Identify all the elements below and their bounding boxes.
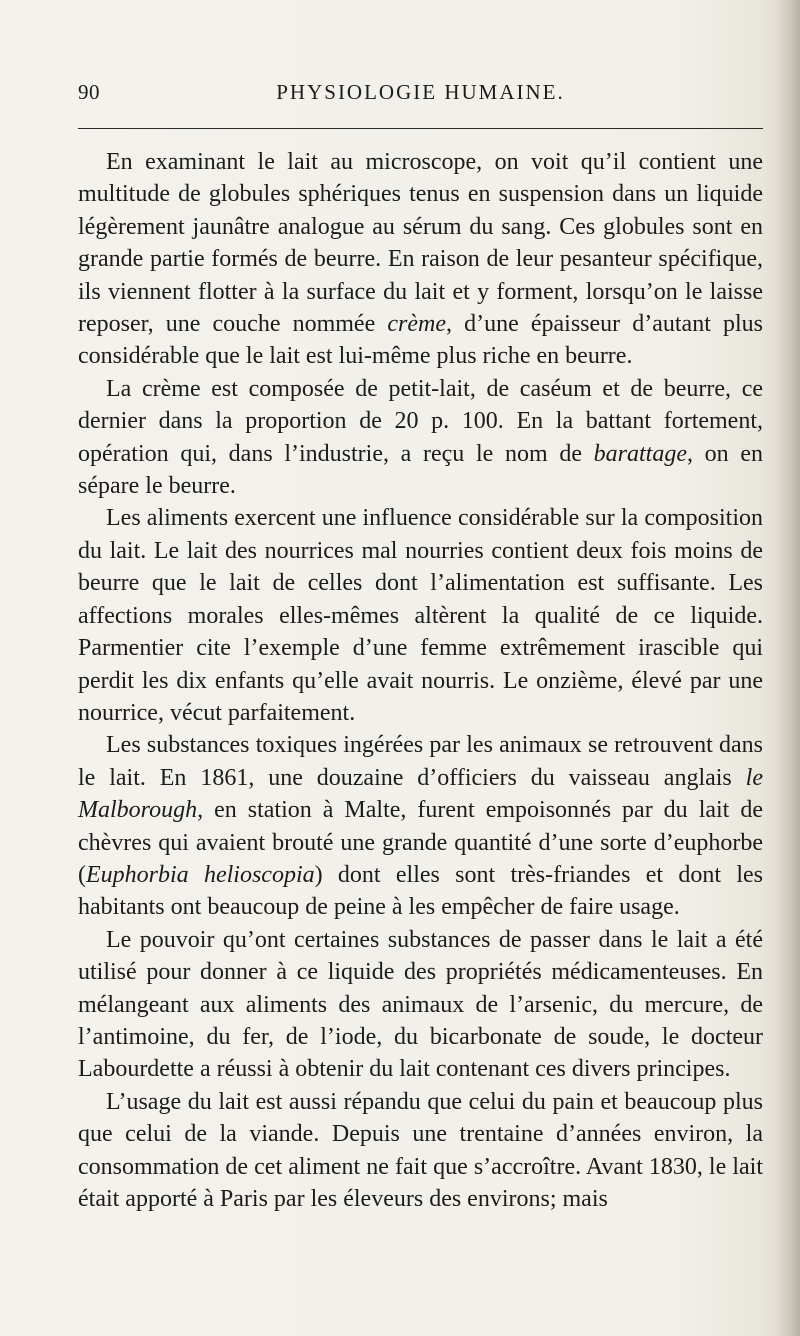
paragraph-toxic-substances: Les substances toxiques ingérées par les animaux se retrouvent dans le lait. En 1861, une douzaine d’officiers du vaisseau anglais le Malborough, en station à Malte, furent empoisonnés par du lait de chèvres qui avaient brouté une grande quantité d’une sorte d’euphorbe (Euphorbia helioscopia) dont elles sont très-friandes et dont les habitants ont beaucoup de peine à les empêcher de faire usage. xyxy=(78,732,763,921)
page-header xyxy=(78,80,763,110)
paragraph-milk-usage: L’usage du lait est aussi répandu que celui du pain et beaucoup plus que celui de la viande. Depuis une trentaine d’années environ, la consommation de cet aliment ne fait que s’accroître. Avant 1830, le lait était apporté à Paris par les éleveurs des environs; mais xyxy=(78,1088,763,1212)
header-rule xyxy=(78,128,763,129)
paragraph-medicinal-milk: Le pouvoir qu’ont certaines substances de passer dans le lait a été utilisé pour donner à ce liquide des propriétés médicamenteuses. En mélangeant aux aliments des animaux de l’arsenic, du mercure, de l’antimoine, du fer, de l’iode, du bicarbonate de soude, le docteur Labourdette a réussi à obtenir du lait contenant ces divers principes. xyxy=(78,926,763,1083)
running-head: PHYSIOLOGIE HUMAINE. xyxy=(276,80,565,104)
body-text xyxy=(78,146,763,1215)
page-number: 90 xyxy=(78,80,100,104)
paragraph-cream: La crème est composée de petit-lait, de caséum et de beurre, ce dernier dans la proportion de 20 p. 100. En la battant fortement, opération qui, dans l’industrie, a reçu le nom de barattage, on en sépare le beurre. xyxy=(78,375,763,500)
paragraph-food-influence: Les aliments exercent une influence considérable sur la composition du lait. Le lait des nourrices mal nourries contient deux fois moins de beurre que le lait de celles dont l’alimentation est suffisante. Les affections morales elles-mêmes altèrent la qualité de ce liquide. Parmentier cite l’exemple d’une femme extrêmement irascible qui perdit les dix enfants qu’elle avait nourris. Le onzième, élevé par une nourrice, vécut parfaitement. xyxy=(78,505,763,726)
paragraph-milk-microscope: En examinant le lait au microscope, on voit qu’il contient une multitude de globules sphériques tenus en suspension dans un liquide légèrement jaunâtre analogue au sérum du sang. Ces globules sont en grande partie formés de beurre. En raison de leur pesanteur spécifique, ils viennent flotter à la surface du lait et y forment, lorsqu’on le laisse reposer, une couche nommée crème, d’une épaisseur d’autant plus considérable que le lait est lui-même plus riche en beurre. xyxy=(78,149,763,370)
page-edge-shadow xyxy=(776,0,800,1336)
